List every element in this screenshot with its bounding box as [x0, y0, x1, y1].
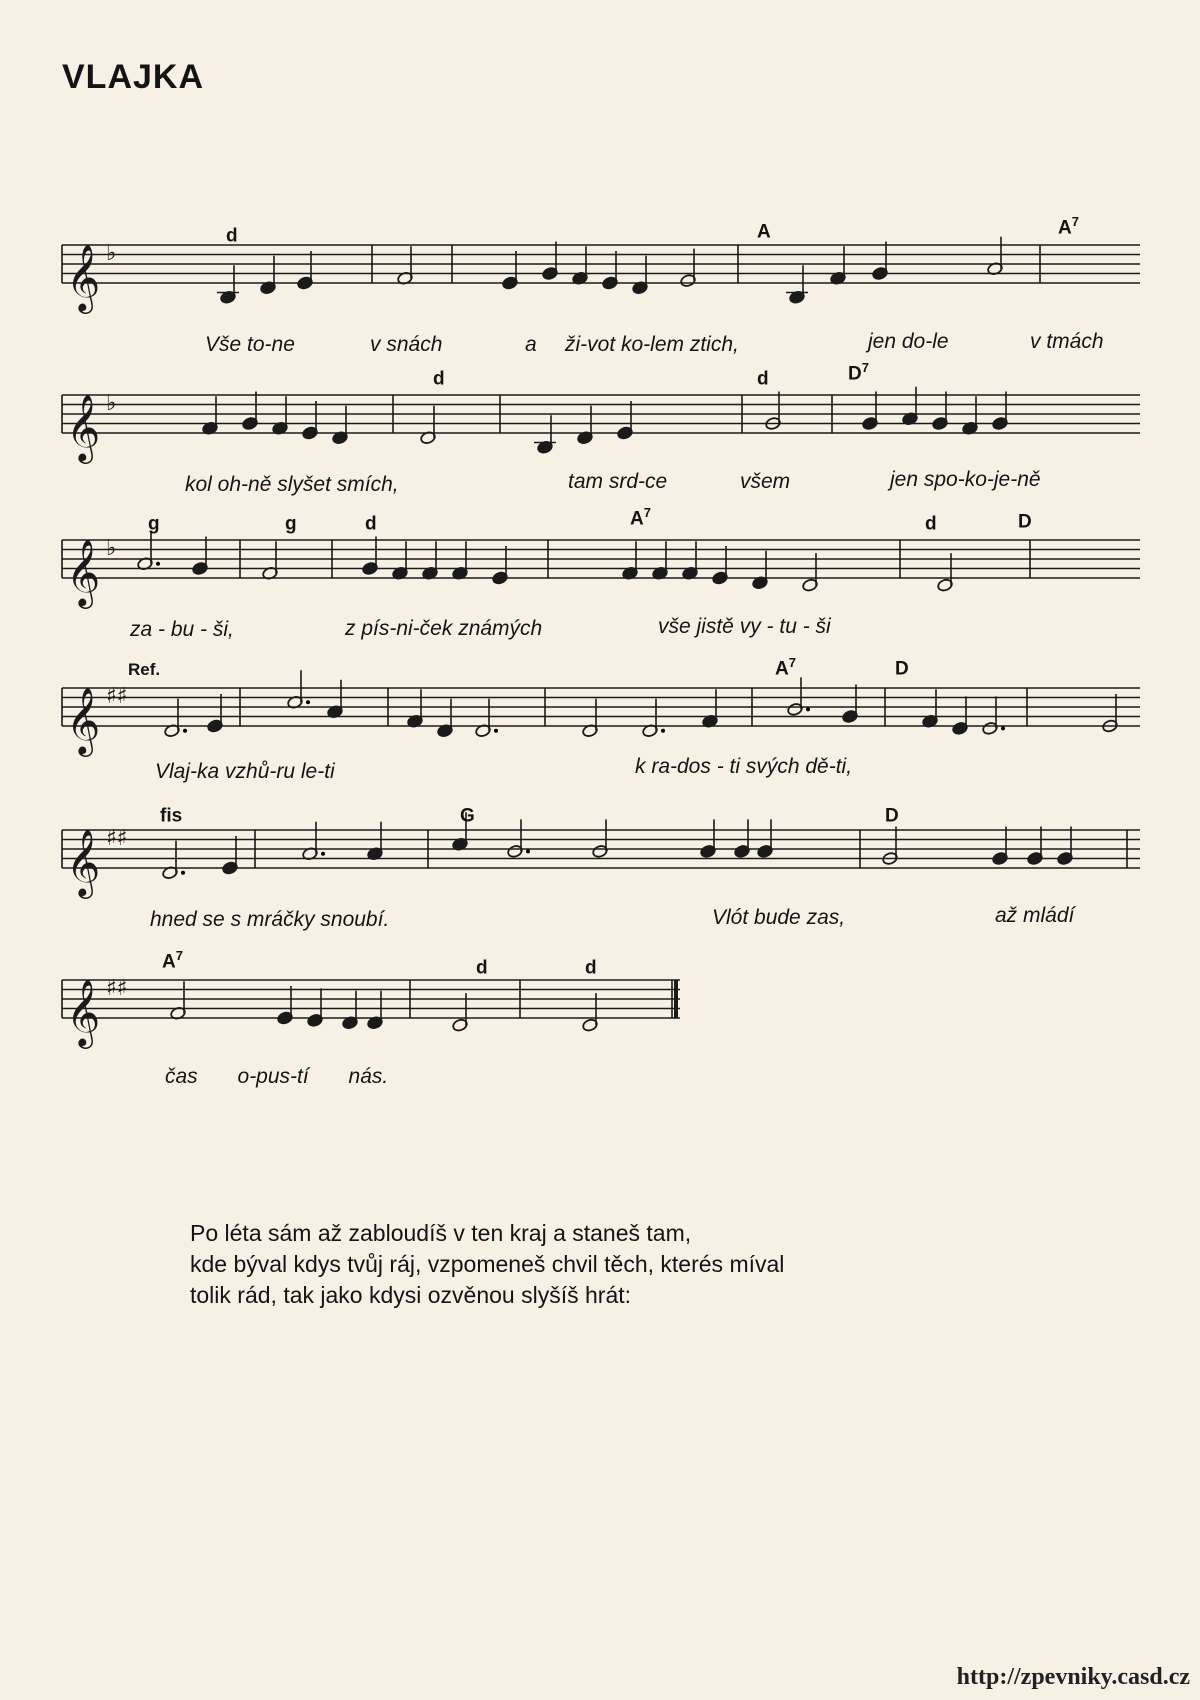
lyric-text: v tmách [1030, 330, 1104, 353]
chord-label: D [895, 658, 909, 680]
chord-label: $D^7$ [848, 360, 869, 385]
note-dot [306, 700, 310, 704]
key-signature-icon: ♯♯ [106, 826, 128, 852]
lyric-text: a [525, 333, 537, 356]
chord-label: d [365, 513, 377, 535]
chord-label: A [757, 221, 771, 243]
chord-label: g [148, 513, 160, 535]
lyric-text: ži-vot ko-lem ztich, [565, 333, 739, 356]
lyric-text: k ra-dos - ti svých dě-ti, [635, 755, 853, 778]
chord-label: d [585, 957, 597, 979]
key-signature-icon: ♭ [106, 241, 117, 267]
lyric-text: kol oh-ně slyšet smích, [185, 473, 399, 496]
chord-label: $A^7$ [775, 655, 796, 680]
chord-label: g [285, 513, 297, 535]
treble-clef-icon: 𝄞 [66, 538, 101, 606]
treble-clef-icon: 𝄞 [66, 243, 101, 311]
verse-text [190, 1218, 1040, 1311]
staff [62, 976, 680, 1049]
lyric-text: čas o-pus-tí nás. [165, 1065, 389, 1088]
lyric-text: vše jistě vy - tu - ši [658, 615, 831, 638]
verse-line: Po léta sám až zabloudíš v ten kraj a staneš tam, [190, 1220, 692, 1246]
refrain-marker: Ref. [128, 660, 161, 679]
chord-label: d [925, 513, 937, 535]
staff [62, 387, 1140, 464]
treble-clef-icon: 𝄞 [66, 686, 101, 754]
note-dot [183, 729, 187, 733]
verse-line: tolik rád, tak jako kdysi ozvěnou slyšíš hrát: [190, 1282, 632, 1308]
chord-label: d [226, 225, 238, 247]
lyric-text: z pís-ni-ček známých [345, 617, 543, 640]
key-signature-icon: ♯♯ [106, 976, 128, 1002]
chord-label: $A^7$ [162, 948, 183, 973]
staff [62, 670, 1140, 757]
lyric-text: hned se s mráčky snoubí. [150, 908, 390, 931]
lyric-text: Vše to-ne [205, 333, 295, 356]
source-url: http://zpevniky.casd.cz [956, 1664, 1190, 1690]
staff [62, 532, 1140, 609]
lyric-text: jen spo-ko-je-ně [890, 468, 1041, 491]
note-dot [1001, 726, 1005, 730]
key-signature-icon: ♭ [106, 536, 117, 562]
chord-label: $A^7$ [630, 505, 651, 530]
note-dot [806, 707, 810, 711]
treble-clef-icon: 𝄞 [66, 393, 101, 461]
lyric-text: tam srd-ce [568, 470, 668, 493]
treble-clef-icon: 𝄞 [66, 978, 101, 1046]
key-signature-icon: ♯♯ [106, 684, 128, 710]
chord-label: d [476, 957, 488, 979]
lyric-text: jen do-le [868, 330, 949, 353]
note-dot [494, 729, 498, 733]
lyric-text: Vlaj-ka vzhů-ru le-ti [155, 760, 335, 783]
lyric-text: Vlót bude zas, [712, 906, 846, 929]
note-dot [181, 871, 185, 875]
staff [62, 812, 1140, 899]
verse-line: kde býval kdys tvůj ráj, vzpomeneš chvil těch, kterés míval [190, 1251, 785, 1277]
chord-label: fis [160, 805, 183, 827]
chord-label: G [460, 805, 475, 827]
lyric-text: až mládí [995, 904, 1075, 927]
note-dot [526, 849, 530, 853]
note-dot [661, 729, 665, 733]
chord-label: D [1018, 511, 1032, 533]
chord-label: d [757, 368, 769, 390]
lyric-text: v snách [370, 333, 443, 356]
note-dot [321, 852, 325, 856]
chord-label: $A^7$ [1058, 214, 1079, 239]
chord-label: D [885, 805, 899, 827]
staff [62, 237, 1140, 314]
lyric-text: za - bu - ši, [130, 618, 234, 641]
page-title: VLAJKA [62, 58, 205, 96]
treble-clef-icon: 𝄞 [66, 828, 101, 896]
lyric-text: všem [740, 470, 791, 493]
chord-label: d [433, 368, 445, 390]
key-signature-icon: ♭ [106, 391, 117, 417]
note-dot [156, 562, 160, 566]
